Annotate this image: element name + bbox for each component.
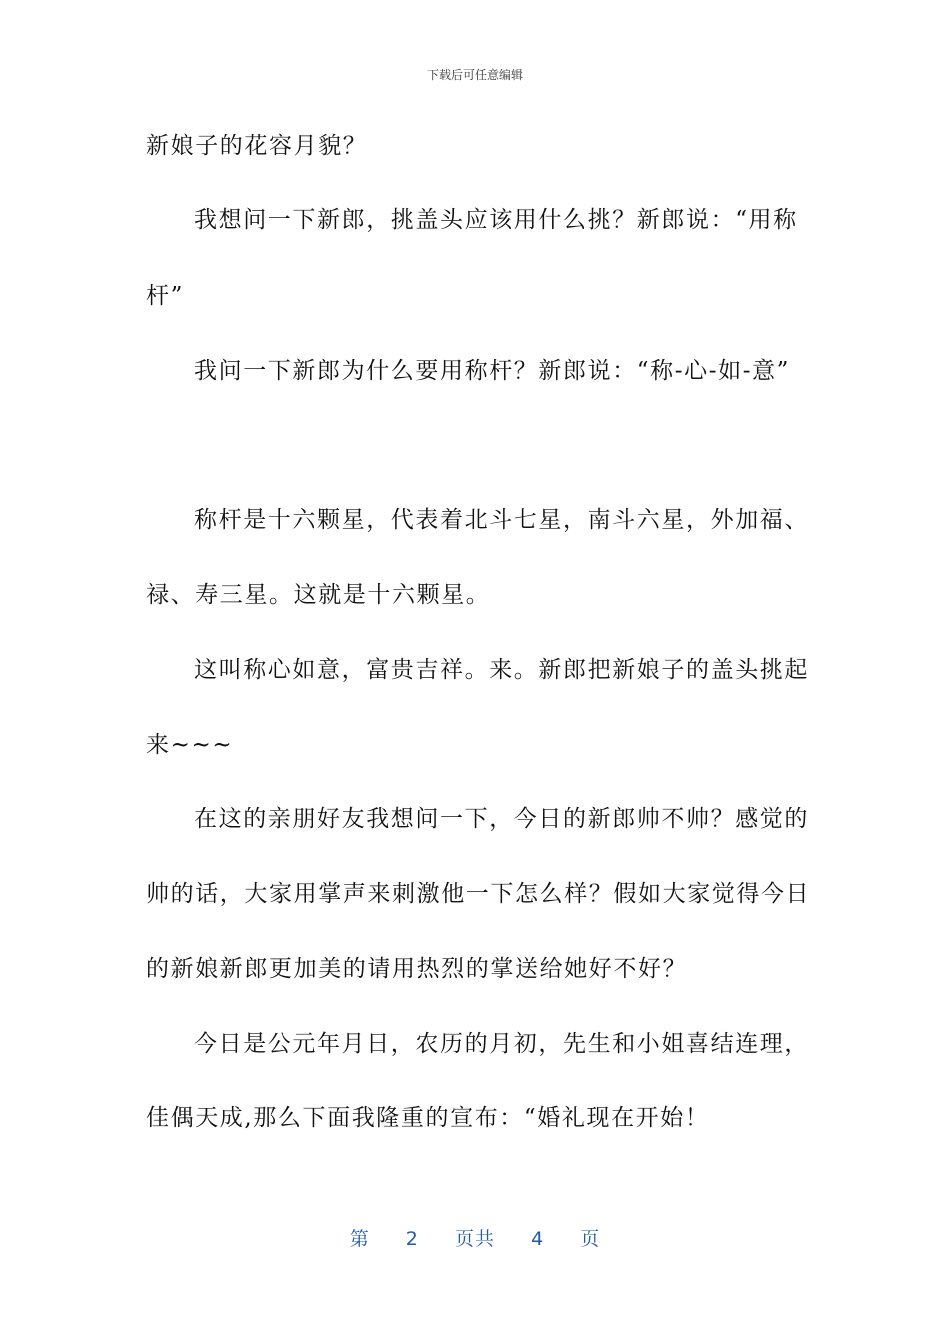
text-line: 在这的亲朋好友我想问一下，今日的新郎帅不帅？感觉的 xyxy=(194,806,809,832)
total-page-number: 4 xyxy=(531,1228,545,1250)
current-page-number: 2 xyxy=(405,1228,419,1250)
text-line: 帅的话，大家用掌声来刺激他一下怎么样？假如大家觉得今日 xyxy=(146,881,811,907)
text-line: 新娘子的花容月貌？ xyxy=(146,133,368,159)
page-header: 下载后可任意编辑 xyxy=(426,68,523,82)
text-line: 来~~~ xyxy=(146,732,234,758)
text-line: 我问一下新郎为什么要用称杆？新郎说：“称-心-如-意” xyxy=(194,358,791,384)
text-line: 的新娘新郎更加美的请用热烈的掌送给她好不好？ xyxy=(146,956,688,982)
text-line: 这叫称心如意，富贵吉祥。来。新郎把新娘子的盖头挑起 xyxy=(194,657,809,683)
text-line: 我想问一下新郎，挑盖头应该用什么挑？新郎说：“用称 xyxy=(194,207,798,233)
text-line: 佳偶天成,那么下面我隆重的宣布：“婚礼现在开始！ xyxy=(146,1105,710,1131)
text-line: 今日是公元年月日，农历的月初，先生和小姐喜结连理， xyxy=(194,1031,809,1057)
footer-suffix: 页 xyxy=(580,1228,601,1250)
page-footer xyxy=(0,1224,950,1251)
text-line: 禄、寿三星。这就是十六颗星。 xyxy=(146,582,491,608)
footer-prefix: 第 xyxy=(349,1228,370,1250)
text-line: 称杆是十六颗星，代表着北斗七星，南斗六星，外加福、 xyxy=(194,507,809,533)
footer-middle: 页共 xyxy=(454,1228,495,1250)
text-line: 杆” xyxy=(146,283,184,309)
